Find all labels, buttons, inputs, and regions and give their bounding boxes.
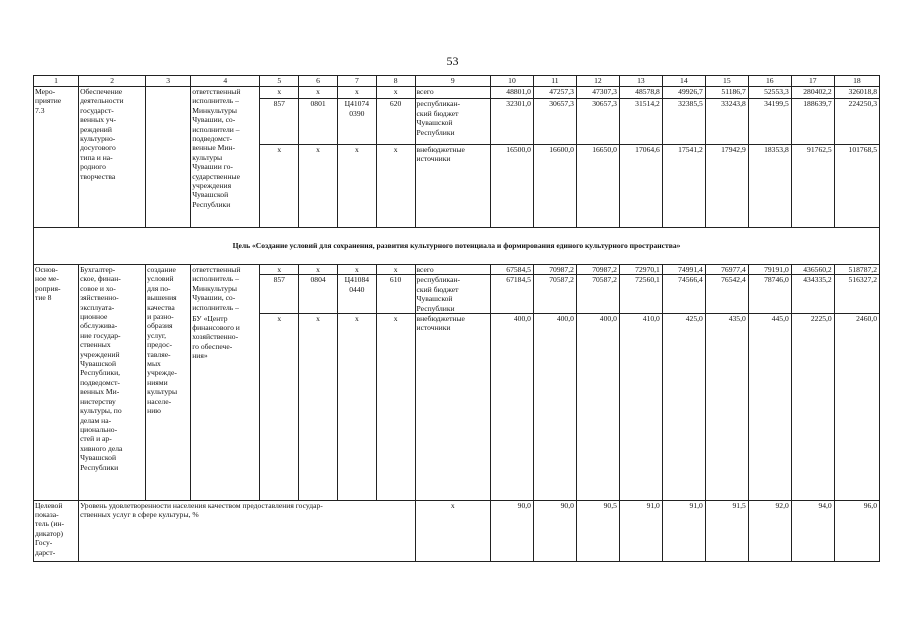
indicator-value: 91,0	[662, 500, 705, 561]
page-number: 53	[446, 54, 459, 68]
code-cell: x	[299, 145, 338, 228]
header-cell: 8	[376, 76, 415, 87]
value-cell: 17942,9	[705, 145, 748, 228]
value-cell: 30657,3	[576, 99, 619, 145]
code-cell: Ц41074 0390	[337, 99, 376, 145]
value-cell: 17064,6	[619, 145, 662, 228]
value-cell: 47257,3	[533, 87, 576, 99]
code-cell: 620	[376, 99, 415, 145]
goal-row	[34, 228, 880, 265]
code-cell: x	[299, 87, 338, 99]
value-cell: 16500,0	[490, 145, 533, 228]
activity-number: Меро- приятие 7.3	[34, 87, 79, 228]
code-cell: 857	[260, 99, 299, 145]
value-cell: 70587,2	[576, 275, 619, 314]
activity-executor: ответственный исполнитель – Минкультуры Чувашии, со- исполнители – подведомст- венные Мин- культуры Чувашии го- сударственные учреждения Чувашской Республики	[191, 87, 260, 228]
code-cell: x	[260, 87, 299, 99]
value-cell: 18353,8	[748, 145, 791, 228]
funding-source: всего	[415, 87, 490, 99]
indicator-value: 90,0	[533, 500, 576, 561]
value-cell: 52553,3	[748, 87, 791, 99]
code-cell: x	[260, 265, 299, 275]
header-cell: 3	[146, 76, 191, 87]
header-row	[34, 76, 880, 87]
indicator-value: 90,5	[576, 500, 619, 561]
value-cell: 280402,2	[791, 87, 834, 99]
code-cell: x	[337, 314, 376, 501]
funding-source: республикан- ский бюджет Чувашской Республики	[415, 99, 490, 145]
code-cell: x	[337, 145, 376, 228]
value-cell: 326018,8	[834, 87, 879, 99]
activity-goal	[146, 87, 191, 228]
value-cell: 435,0	[705, 314, 748, 501]
value-cell: 425,0	[662, 314, 705, 501]
funding-source: республикан- ский бюджет Чувашской Республики	[415, 275, 490, 314]
value-cell: 70587,2	[533, 275, 576, 314]
value-cell: 30657,3	[533, 99, 576, 145]
value-cell: 76977,4	[705, 265, 748, 275]
header-cell: 13	[619, 76, 662, 87]
header-cell: 9	[415, 76, 490, 87]
value-cell: 17541,2	[662, 145, 705, 228]
header-cell: 6	[299, 76, 338, 87]
indicator-value: 94,0	[791, 500, 834, 561]
activity-name: Бухгалтер- ское, финан- совое и хо- зяйственно- эксплуата- ционное обслужива- ние государ- ственных учреждений Чувашской Республики, подведомст- венных Ми- нистерству культуры, по делам на- циональнo- стей и ар- хивного дела Чувашской Республики	[79, 265, 146, 501]
header-cell: 2	[79, 76, 146, 87]
value-cell: 2460,0	[834, 314, 879, 501]
code-cell: x	[376, 87, 415, 99]
value-cell: 436560,2	[791, 265, 834, 275]
funding-source: внебюджетные источники	[415, 145, 490, 228]
code-cell: 0804	[299, 275, 338, 314]
value-cell: 51186,7	[705, 87, 748, 99]
table-row	[34, 265, 880, 275]
indicator-label: Целевой показа- тель (ин- дикатор) Госу- дарст-	[34, 500, 79, 561]
activity-name: Обеспечение деятельности государст- венных уч- реждений культурно- досугового типа и на- родного творчества	[79, 87, 146, 228]
value-cell: 72970,1	[619, 265, 662, 275]
code-cell: 610	[376, 275, 415, 314]
value-cell: 32301,0	[490, 99, 533, 145]
value-cell: 16650,0	[576, 145, 619, 228]
value-cell: 67584,5	[490, 265, 533, 275]
header-cell: 1	[34, 76, 79, 87]
activity-number: Основ- ное ме- роприя- тие 8	[34, 265, 79, 501]
value-cell: 70987,2	[533, 265, 576, 275]
value-cell: 48578,8	[619, 87, 662, 99]
header-cell: 4	[191, 76, 260, 87]
code-cell: x	[376, 265, 415, 275]
value-cell: 76542,4	[705, 275, 748, 314]
value-cell: 34199,5	[748, 99, 791, 145]
indicator-value: 91,5	[705, 500, 748, 561]
table-row	[34, 87, 880, 99]
value-cell: 400,0	[576, 314, 619, 501]
code-cell: 857	[260, 275, 299, 314]
indicator-value: 90,0	[490, 500, 533, 561]
value-cell: 224250,3	[834, 99, 879, 145]
code-cell: x	[376, 145, 415, 228]
value-cell: 91762,5	[791, 145, 834, 228]
value-cell: 48801,0	[490, 87, 533, 99]
value-cell: 74566,4	[662, 275, 705, 314]
value-cell: 70987,2	[576, 265, 619, 275]
header-cell: 17	[791, 76, 834, 87]
indicator-text: Уровень удовлетворенности населения качеством предоставления государ- ственных услуг в сфере культуры, %	[79, 500, 415, 561]
code-cell: x	[337, 87, 376, 99]
value-cell: 400,0	[533, 314, 576, 501]
value-cell: 400,0	[490, 314, 533, 501]
header-cell: 5	[260, 76, 299, 87]
code-cell: x	[299, 265, 338, 275]
code-cell: Ц41084 0440	[337, 275, 376, 314]
value-cell: 47307,3	[576, 87, 619, 99]
value-cell: 434335,2	[791, 275, 834, 314]
value-cell: 2225,0	[791, 314, 834, 501]
activity-executor: ответственный исполнитель – Минкультуры Чувашии, со- исполнитель –	[191, 265, 260, 314]
value-cell: 67184,5	[490, 275, 533, 314]
header-cell: 10	[490, 76, 533, 87]
header-cell: 11	[533, 76, 576, 87]
value-cell: 33243,8	[705, 99, 748, 145]
value-cell: 445,0	[748, 314, 791, 501]
goal-heading: Цель «Создание условий для сохранения, развития культурного потенциала и формирования единого культурного пространства»	[34, 228, 880, 265]
value-cell: 32385,5	[662, 99, 705, 145]
code-cell: x	[337, 265, 376, 275]
header-cell: 7	[337, 76, 376, 87]
budget-table	[33, 75, 880, 562]
code-cell: x	[260, 314, 299, 501]
header-cell: 18	[834, 76, 879, 87]
value-cell: 31514,2	[619, 99, 662, 145]
header-cell: 15	[705, 76, 748, 87]
value-cell: 79191,0	[748, 265, 791, 275]
activity-goal: создание условий для по- вышения качества и разно- образия услуг, предос- тавляе- мых учрежде- ниями культуры населе- нию	[146, 265, 191, 501]
value-cell: 410,0	[619, 314, 662, 501]
value-cell: 516327,2	[834, 275, 879, 314]
indicator-value: 96,0	[834, 500, 879, 561]
value-cell: 74991,4	[662, 265, 705, 275]
header-cell: 16	[748, 76, 791, 87]
activity-co-executor: БУ «Центр финансового и хозяйственно- го обеспече- ния»	[191, 314, 260, 501]
code-cell: x	[376, 314, 415, 501]
code-cell: x	[260, 145, 299, 228]
value-cell: 188639,7	[791, 99, 834, 145]
indicator-value: 91,0	[619, 500, 662, 561]
indicator-row	[34, 500, 880, 561]
code-cell: 0801	[299, 99, 338, 145]
value-cell: 518787,2	[834, 265, 879, 275]
funding-source: внебюджетные источники	[415, 314, 490, 501]
header-cell: 12	[576, 76, 619, 87]
value-cell: 78746,0	[748, 275, 791, 314]
code-cell: x	[299, 314, 338, 501]
value-cell: 72560,1	[619, 275, 662, 314]
indicator-value: 92,0	[748, 500, 791, 561]
value-cell: 16600,0	[533, 145, 576, 228]
value-cell: 101768,5	[834, 145, 879, 228]
funding-source: всего	[415, 265, 490, 275]
value-cell: 49926,7	[662, 87, 705, 99]
indicator-mark: x	[415, 500, 490, 561]
header-cell: 14	[662, 76, 705, 87]
